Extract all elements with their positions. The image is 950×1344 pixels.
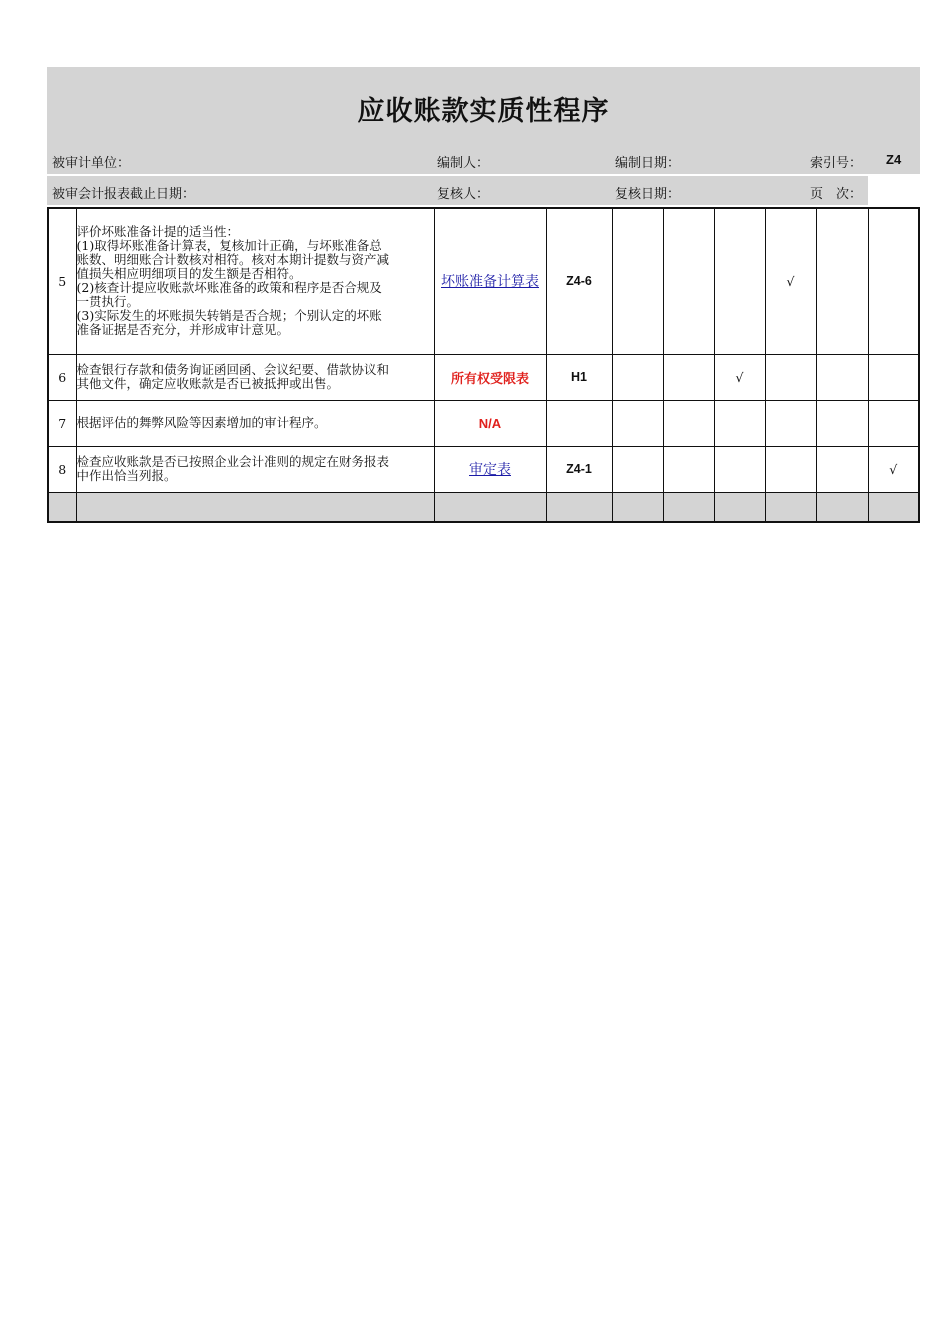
empty-cell: [765, 492, 816, 522]
check-cell: [663, 208, 714, 354]
empty-cell: [714, 492, 765, 522]
page-number-cell[interactable]: [868, 176, 920, 205]
report-date-label: 被审会计报表截止日期：: [52, 187, 196, 202]
check-cell: [765, 446, 816, 492]
empty-cell: [48, 492, 76, 522]
workpaper-ref-cell: [434, 208, 546, 354]
empty-cell: [546, 492, 612, 522]
workpaper-ref-cell: [434, 446, 546, 492]
bad-debt-calc-link[interactable]: 坏账准备计算表: [441, 274, 539, 291]
row-number: 5: [48, 208, 76, 354]
empty-cell: [868, 492, 919, 522]
check-cell: √: [714, 354, 765, 400]
index-cell: H1: [546, 354, 612, 400]
check-cell: √: [765, 208, 816, 354]
reviewer-label: 复核人：: [437, 187, 490, 202]
check-cell: [612, 354, 663, 400]
review-date-label: 复核日期：: [615, 187, 681, 202]
index-value: Z4: [886, 152, 902, 167]
empty-cell: [816, 492, 868, 522]
workpaper-ref-cell: [434, 400, 546, 446]
check-cell: √: [868, 446, 919, 492]
preparer-label: 编制人：: [437, 156, 490, 171]
page-label: 页 次：: [810, 187, 863, 202]
check-cell: [816, 446, 868, 492]
check-cell: [868, 208, 919, 354]
audited-statement-link[interactable]: 审定表: [469, 462, 511, 478]
empty-cell: [76, 492, 434, 522]
check-cell: [816, 354, 868, 400]
check-cell: [612, 446, 663, 492]
procedure-table: [47, 207, 920, 523]
table-row: [48, 208, 919, 354]
table-row: [48, 400, 919, 446]
check-cell: [663, 354, 714, 400]
footer-row: [48, 492, 919, 522]
header-row-1: [47, 145, 920, 176]
empty-cell: [663, 492, 714, 522]
header-row-2: [47, 176, 920, 205]
check-cell: [714, 400, 765, 446]
restricted-ownership-ref: 所有权受限表: [450, 370, 529, 386]
audited-unit-label: 被审计单位：: [52, 156, 131, 171]
workpaper-sheet: [47, 67, 920, 523]
not-applicable-ref: N/A: [478, 415, 502, 431]
check-cell: [816, 400, 868, 446]
row-number: 6: [48, 354, 76, 400]
check-cell: [765, 354, 816, 400]
title-band: [47, 67, 920, 145]
empty-cell: [434, 492, 546, 522]
procedure-description: 评价坏账准备计提的适当性： (1)取得坏账准备计算表，复核加计正确，与坏账准备总 账数、明细账合计数核对相符。核对本期计提数与资产减 值损失相应明细项目的发生额是否相符。 (2)核查计提应收账款坏账准备的政策和程序是否合规及 一贯执行。 (3)实际发生的坏账损失转销是否合规；个别认定的坏账 准备证据是否充分，并形成审计意见。: [76, 208, 434, 354]
check-cell: [612, 208, 663, 354]
workpaper-ref-cell: [434, 354, 546, 400]
index-cell: [546, 400, 612, 446]
prepare-date-label: 编制日期：: [615, 156, 681, 171]
check-cell: [663, 400, 714, 446]
check-cell: [612, 400, 663, 446]
check-cell: [868, 354, 919, 400]
empty-cell: [612, 492, 663, 522]
index-cell: Z4-1: [546, 446, 612, 492]
row-number: 7: [48, 400, 76, 446]
check-cell: [663, 446, 714, 492]
procedure-description: 检查应收账款是否已按照企业会计准则的规定在财务报表 中作出恰当列报。: [76, 446, 434, 492]
table-row: [48, 446, 919, 492]
check-cell: [816, 208, 868, 354]
check-cell: [868, 400, 919, 446]
index-cell: Z4-6: [546, 208, 612, 354]
check-cell: [714, 446, 765, 492]
table-row: [48, 354, 919, 400]
procedure-description: 根据评估的舞弊风险等因素增加的审计程序。: [76, 400, 434, 446]
index-label: 索引号：: [810, 156, 863, 171]
row-number: 8: [48, 446, 76, 492]
check-cell: [765, 400, 816, 446]
procedure-description: 检查银行存款和债务询证函回函、会议纪要、借款协议和 其他文件，确定应收账款是否已被抵押或出售。: [76, 354, 434, 400]
page-title: 应收账款实质性程序: [357, 96, 610, 127]
check-cell: [714, 208, 765, 354]
